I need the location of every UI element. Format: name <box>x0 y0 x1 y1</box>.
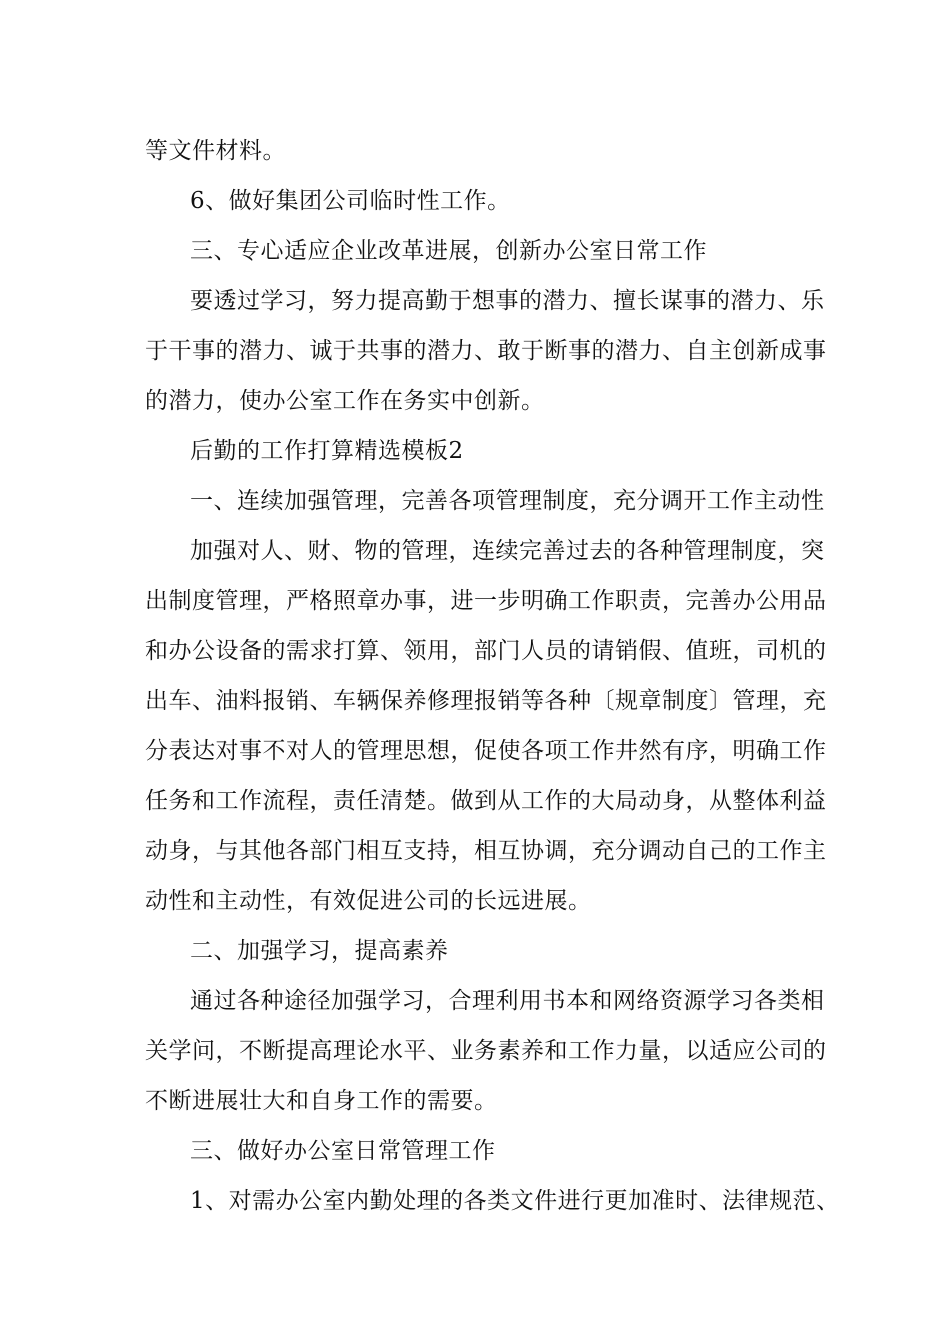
text-line: 等文件材料。 <box>145 138 286 164</box>
text-line: 和办公设备的需求打算、领用，部门人员的请销假、值班，司机的 <box>145 638 827 664</box>
text-line: 1、对需办公室内勤处理的各类文件进行更加准时、法律规范、 <box>190 1188 840 1214</box>
text-line: 加强对人、财、物的管理，连续完善过去的各种管理制度，突 <box>190 538 825 564</box>
document-title: 后勤的工作打算精选模板2 <box>190 438 464 464</box>
section-heading: 三、做好办公室日常管理工作 <box>190 1138 496 1164</box>
text-line: 通过各种途径加强学习，合理利用书本和网络资源学习各类相 <box>190 988 825 1014</box>
text-line: 要透过学习，努力提高勤于想事的潜力、擅长谋事的潜力、乐 <box>190 288 825 314</box>
section-heading: 二、加强学习，提高素养 <box>190 938 449 964</box>
text-line: 不断进展壮大和自身工作的需要。 <box>145 1088 498 1114</box>
text-line: 出车、油料报销、车辆保养修理报销等各种〔规章制度〕管理，充 <box>145 688 827 714</box>
text-line: 6、做好集团公司临时性工作。 <box>190 188 511 214</box>
section-heading: 三、专心适应企业改革进展，创新办公室日常工作 <box>190 238 707 264</box>
text-line: 分表达对事不对人的管理思想，促使各项工作井然有序，明确工作 <box>145 738 827 764</box>
section-heading: 一、连续加强管理，完善各项管理制度，充分调开工作主动性 <box>190 488 825 514</box>
text-line: 出制度管理，严格照章办事，进一步明确工作职责，完善办公用品 <box>145 588 827 614</box>
text-line: 动性和主动性，有效促进公司的长远进展。 <box>145 888 592 914</box>
text-line: 关学问，不断提高理论水平、业务素养和工作力量，以适应公司的 <box>145 1038 827 1064</box>
text-line: 任务和工作流程，责任清楚。做到从工作的大局动身，从整体利益 <box>145 788 827 814</box>
text-line: 动身，与其他各部门相互支持，相互协调，充分调动自己的工作主 <box>145 838 827 864</box>
text-line: 于干事的潜力、诚于共事的潜力、敢于断事的潜力、自主创新成事 <box>145 338 827 364</box>
text-line: 的潜力，使办公室工作在务实中创新。 <box>145 388 545 414</box>
